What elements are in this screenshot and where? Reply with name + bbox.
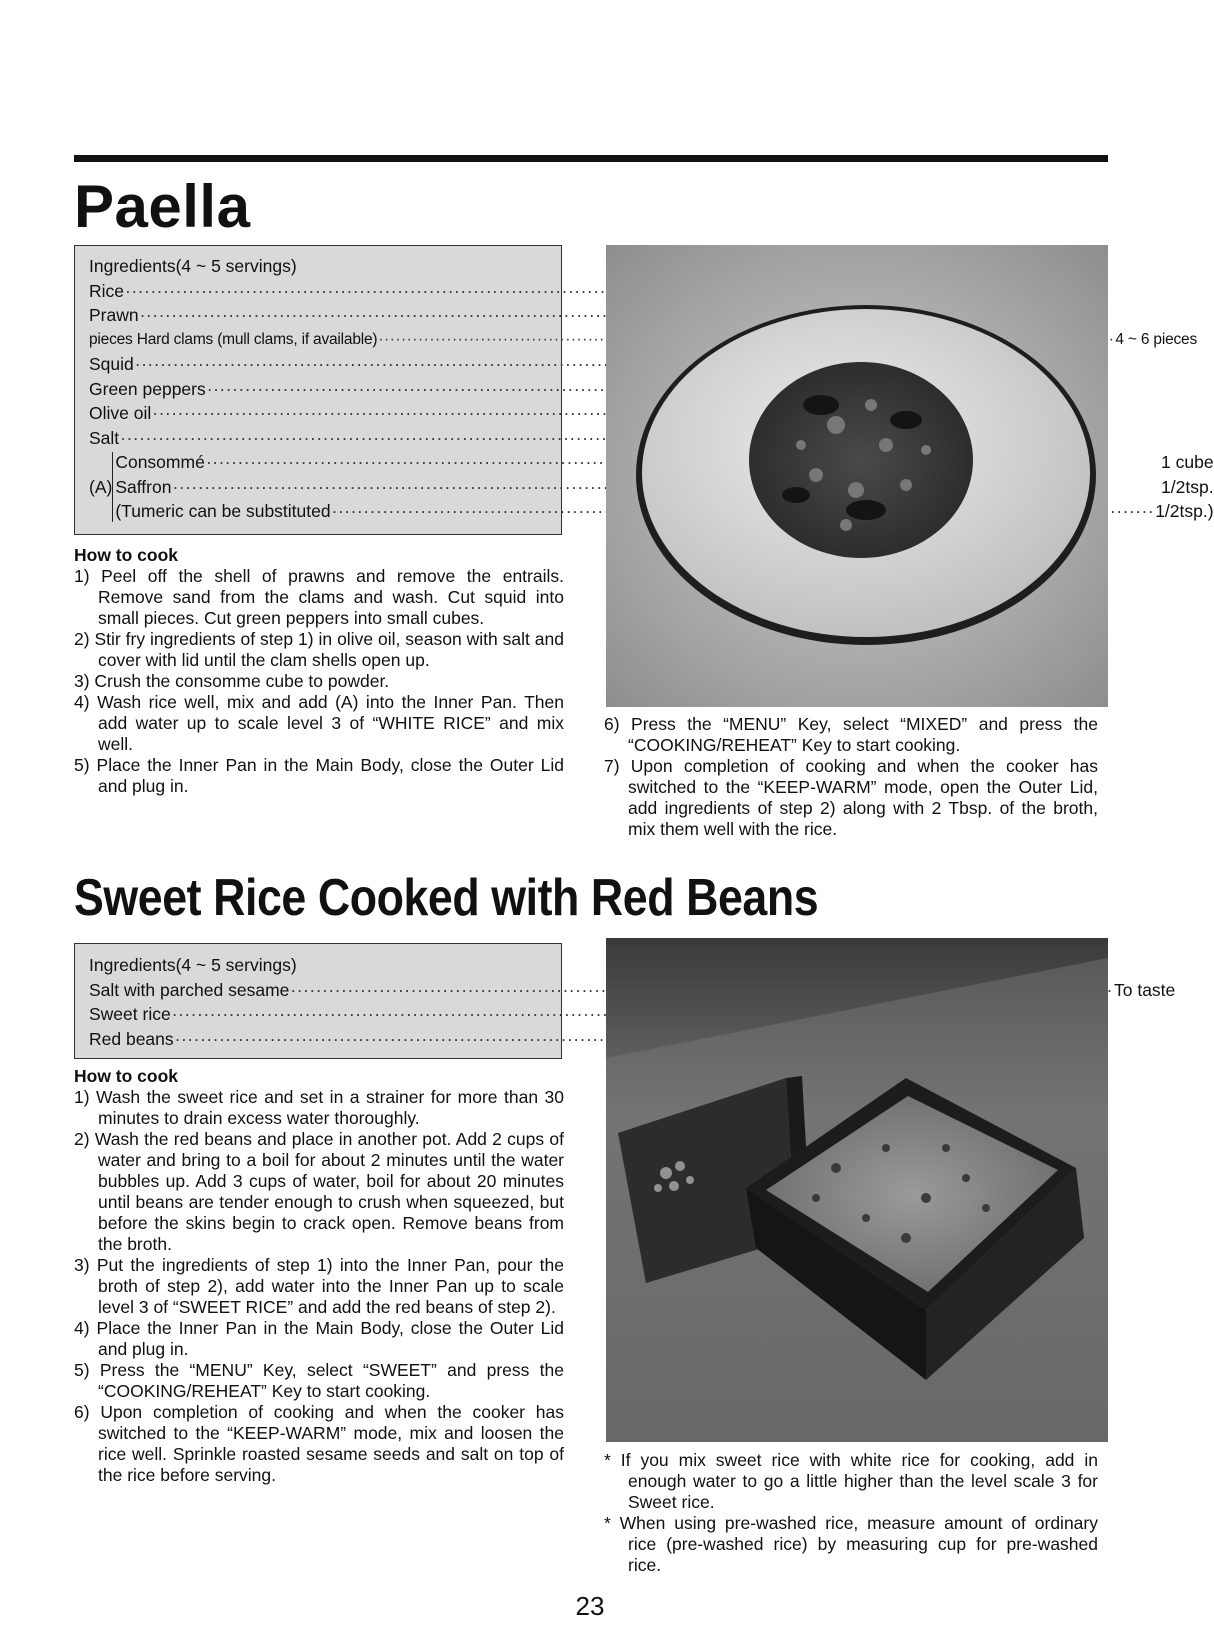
recipe-title-sweet-rice: Sweet Rice Cooked with Red Beans bbox=[74, 869, 819, 927]
step-item: 3) Put the ingredients of step 1) into the Inner Pan, pour the broth of step 2), add water into the Inner Pan up to scale level 3 of “SWEET RICE” and add the red beans of step 2). bbox=[74, 1255, 564, 1317]
top-rule bbox=[74, 155, 1108, 162]
ingredient-row: Consommé ····· 1 cube bbox=[115, 450, 1213, 475]
ingredient-group-a bbox=[89, 450, 1214, 524]
ingredient-row: pieces Hard clams (mull clams, if available) ····· 4 ~ 6 pieces bbox=[89, 328, 549, 353]
step-item: 1) Peel off the shell of prawns and remove the entrails. Remove sand from the clams and wash. Cut squid into small pieces. Cut green peppers into small cubes. bbox=[74, 566, 564, 628]
recipe-title-paella: Paella bbox=[74, 173, 251, 240]
ingredients-heading: Ingredients(4 ~ 5 servings) bbox=[89, 256, 297, 276]
note-item: * If you mix sweet rice with white rice for cooking, add in enough water to go a little higher than the level scale 3 for Sweet rice. bbox=[604, 1450, 1098, 1512]
ingredients-box-paella bbox=[74, 245, 1214, 535]
step-item: 2) Wash the red beans and place in another pot. Add 2 cups of water and bring to a boil for about 2 minutes until the water bubbles up. Add 3 cups of water, boil for about 20 minutes until beans are tender enough to crush when squeezed, but before the skins begin to crack open. Remove beans from the broth. bbox=[74, 1129, 564, 1254]
sweet-rice-photo bbox=[606, 938, 1108, 1442]
step-item: 3) Crush the consomme cube to powder. bbox=[74, 671, 390, 691]
sweet-rice-notes bbox=[604, 1450, 1098, 1576]
ingredient-row: Red beans ····· bbox=[89, 1027, 549, 1052]
ingredient-row: Salt ····· bbox=[89, 426, 549, 451]
ingredient-row: Green peppers ····· bbox=[89, 377, 549, 402]
step-item: 1) Wash the sweet rice and set in a strainer for more than 30 minutes to drain excess water thoroughly. bbox=[74, 1087, 564, 1128]
ingredient-row: Rice ····· bbox=[89, 279, 549, 304]
brace-icon bbox=[112, 452, 113, 522]
paella-continued-steps bbox=[604, 714, 1098, 840]
page-number: 23 bbox=[575, 1591, 605, 1621]
ingredient-row: Squid ····· bbox=[89, 352, 549, 377]
note-item: * When using pre-washed rice, measure amount of ordinary rice (pre-washed rice) by measuring cup for pre-washed rice. bbox=[604, 1513, 1098, 1575]
step-item: 4) Wash rice well, mix and add (A) into the Inner Pan. Then add water up to scale level 3 of “WHITE RICE” and mix well. bbox=[74, 692, 564, 754]
step-item: 7) Upon completion of cooking and when the cooker has switched to the “KEEP-WARM” mode, open the Outer Lid, add ingredients of step 2) along with 2 Tbsp. of the broth, mix them well with the rice. bbox=[604, 756, 1098, 839]
group-label: (A) bbox=[89, 476, 113, 497]
ingredients-box-sweet-rice bbox=[74, 943, 1176, 1059]
step-item: 6) Press the “MENU” Key, select “MIXED” and press the “COOKING/REHEAT” Key to start cooking. bbox=[604, 714, 1098, 755]
ingredient-row: Olive oil ····· bbox=[89, 401, 549, 426]
paella-photo bbox=[606, 245, 1108, 707]
how-to-cook-sweet-rice bbox=[74, 1066, 564, 1486]
step-item: 4) Place the Inner Pan in the Main Body, close the Outer Lid and plug in. bbox=[74, 1318, 564, 1359]
ingredient-row: (Tumeric can be substituted ····· 1/2tsp.) bbox=[115, 499, 1213, 524]
step-item: 5) Press the “MENU” Key, select “SWEET” and press the “COOKING/REHEAT” Key to start cooking. bbox=[74, 1360, 564, 1401]
step-item: 5) Place the Inner Pan in the Main Body, close the Outer Lid and plug in. bbox=[74, 755, 564, 796]
ingredient-row: Sweet rice ····· bbox=[89, 1002, 549, 1027]
how-to-cook-heading: How to cook bbox=[74, 1066, 179, 1086]
step-item: 2) Stir fry ingredients of step 1) in olive oil, season with salt and cover with lid until the clam shells open up. bbox=[74, 629, 564, 670]
ingredient-row: Saffron ····· 1/2tsp. bbox=[115, 475, 1213, 500]
step-item: 6) Upon completion of cooking and when the cooker has switched to the “KEEP-WARM” mode, mix and loosen the rice well. Sprinkle roasted sesame seeds and salt on top of the rice before serving. bbox=[74, 1402, 564, 1485]
ingredients-heading: Ingredients(4 ~ 5 servings) bbox=[89, 955, 297, 975]
ingredient-row: Prawn ····· bbox=[89, 303, 549, 328]
how-to-cook-paella bbox=[74, 545, 564, 797]
ingredient-row: Salt with parched sesame ····· To taste bbox=[89, 978, 549, 1003]
how-to-cook-heading: How to cook bbox=[74, 545, 179, 565]
